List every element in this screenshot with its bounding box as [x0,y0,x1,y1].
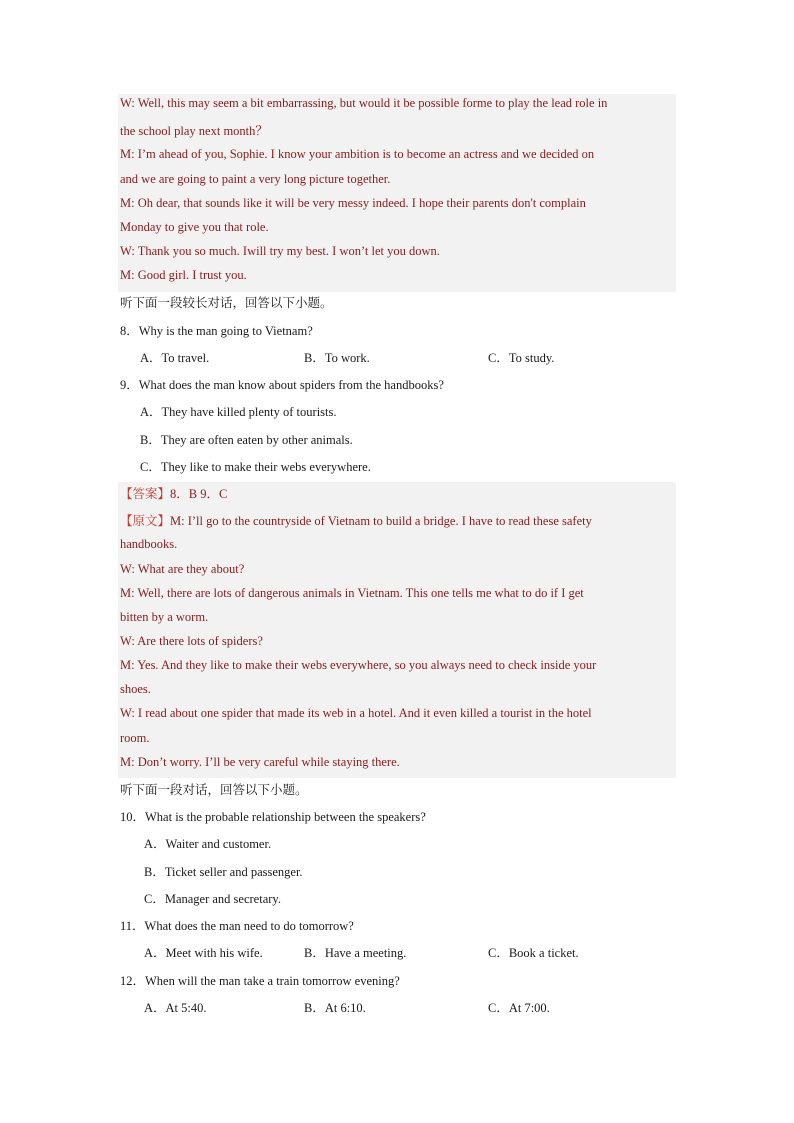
transcript-line: M: Don’t worry. I’ll be very careful while staying there. [120,755,400,769]
question-stem: 8．Why is the man going to Vietnam? [120,324,313,338]
option-b: B．Ticket seller and passenger. [144,865,303,879]
option-a: A．Meet with his wife. [144,946,263,960]
transcript-line: W: What are they about? [120,562,245,576]
option-c: C．At 7:00. [488,1001,550,1015]
section-instruction: 听下面一段较长对话，回答以下小题。 [120,296,333,310]
option-a: A．To travel. [140,351,210,365]
transcript-text: M: I’ll go to the countryside of Vietnam to build a bridge. I have to read these safety [170,514,592,528]
question-stem: 11．What does the man need to do tomorrow? [120,919,354,933]
answer-text: 8．B 9．C [170,487,228,501]
dialog-line: W: Well, this may seem a bit embarrassing, but would it be possible forme to play the lead role in [120,96,608,110]
transcript-line: W: Are there lots of spiders? [120,634,263,648]
transcript-line: shoes. [120,682,151,696]
transcript-line: M: Well, there are lots of dangerous animals in Vietnam. This one tells me what to do if I get [120,586,584,600]
transcript-line: handbooks. [120,537,178,551]
transcript-line: room. [120,731,150,745]
dialog-line: M: I’m ahead of you, Sophie. I know your ambition is to become an actress and we decided on [120,147,595,161]
transcript-tag: 【原文】 [120,514,171,528]
transcript-first-line [120,511,592,529]
question-stem: 10．What is the probable relationship between the speakers? [120,810,426,824]
transcript-line: M: Yes. And they like to make their webs everywhere, so you always need to check inside your [120,658,597,672]
option-b: B．At 6:10. [304,1001,366,1015]
dialog-line: Monday to give you that role. [120,220,269,234]
section-instruction: 听下面一段对话，回答以下小题。 [120,783,308,797]
transcript-line: W: I read about one spider that made its web in a hotel. And it even killed a tourist in the hotel [120,706,592,720]
option-b: B．To work. [304,351,370,365]
dialog-line: W: Thank you so much. Iwill try my best. I won’t let you down. [120,244,440,258]
option-a: A．Waiter and customer. [144,837,272,851]
answer-line [120,484,227,502]
dialog-line: the school play next month？ [120,124,268,138]
option-a: A．At 5:40. [144,1001,207,1015]
option-c: C．Book a ticket. [488,946,579,960]
transcript-line: bitten by a worm. [120,610,209,624]
option-c: C．To study. [488,351,555,365]
answer-tag: 【答案】 [120,487,171,501]
option-c: C．They like to make their webs everywhere. [140,460,371,474]
dialog-line: M: Good girl. I trust you. [120,268,247,282]
option-b: B．Have a meeting. [304,946,407,960]
option-b: B．They are often eaten by other animals. [140,433,353,447]
option-c: C．Manager and secretary. [144,892,281,906]
option-a: A．They have killed plenty of tourists. [140,405,337,419]
dialog-line: and we are going to paint a very long picture together. [120,172,391,186]
question-stem: 9．What does the man know about spiders from the handbooks? [120,378,444,392]
dialog-line: M: Oh dear, that sounds like it will be very messy indeed. I hope their parents don't complain [120,196,586,210]
question-stem: 12．When will the man take a train tomorrow evening? [120,974,400,988]
